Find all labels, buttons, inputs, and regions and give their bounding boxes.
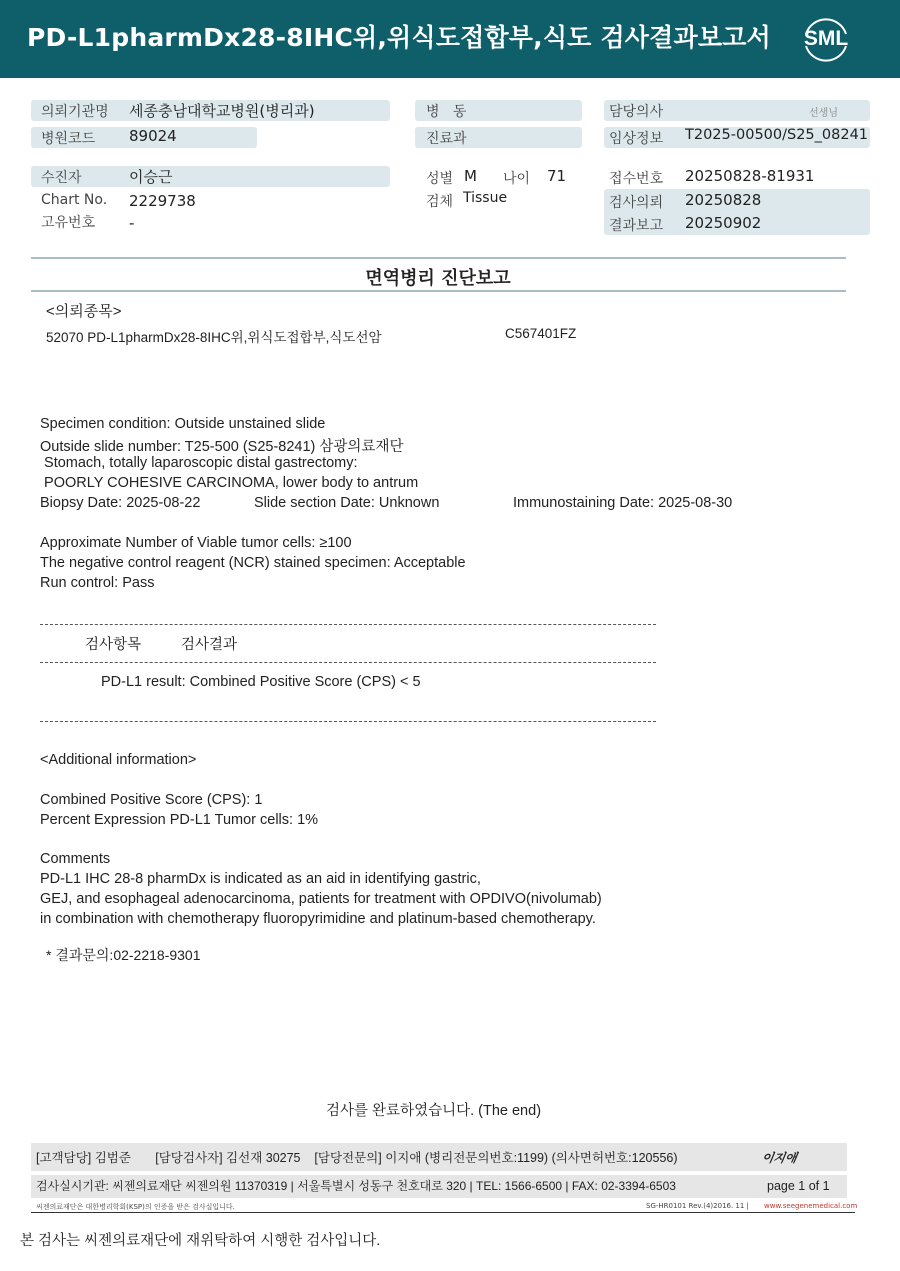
additional-line: Percent Expression PD-L1 Tumor cells: 1% [40, 812, 319, 828]
test-request-label: 검사의뢰 [609, 195, 664, 211]
comment-line: PD-L1 IHC 28-8 pharmDx is indicated as an aid in identifying gastric, [40, 871, 481, 887]
specimen-line: Outside slide number: T25-500 (S25-8241) 삼광의료재단 [40, 439, 404, 455]
ward-label: 병 동 [426, 104, 467, 120]
referring-institution-label: 의뢰기관명 [41, 104, 109, 120]
referring-institution-value: 세종충남대학교병원(병리과) [129, 102, 315, 120]
sml-logo [798, 12, 854, 68]
dashed-separator [40, 624, 656, 625]
test-request-value: 20250828 [685, 191, 762, 209]
additional-heading: <Additional information> [40, 752, 197, 768]
footer-rule [31, 1212, 855, 1213]
end-text: 검사를 완료하였습니다. (The end) [326, 1103, 542, 1119]
chart-no-label: Chart No. [41, 192, 108, 208]
hospital-code-label: 병원코드 [41, 131, 96, 147]
dashed-separator [40, 662, 656, 663]
doctor-suffix: 선생님 [809, 108, 838, 119]
specimen-label: 검체 [426, 194, 454, 210]
title-bottom-rule [31, 290, 846, 292]
specimen-line: Stomach, totally laparoscopic distal gastrectomy: [40, 455, 358, 471]
section-title: 면역병리 진단보고 [365, 268, 511, 289]
clinical-info-value: T2025-00500/S25_08241 [685, 127, 869, 143]
doctor-label: 담당의사 [609, 104, 664, 120]
website-link[interactable]: www.seegenemedical.com [764, 1202, 858, 1210]
sex-value: M [464, 167, 477, 185]
outsource-note: 본 검사는 씨젠의료재단에 재위탁하여 시행한 검사입니다. [20, 1233, 381, 1249]
age-label: 나이 [503, 171, 531, 187]
request-heading: <의뢰종목> [46, 303, 122, 320]
immunostaining-date: Immunostaining Date: 2025-08-30 [513, 495, 733, 511]
request-code: C567401FZ [505, 326, 577, 341]
clinical-info-label: 임상정보 [609, 131, 664, 147]
report-header [0, 0, 900, 78]
specimen-line: Specimen condition: Outside unstained slide [40, 416, 326, 432]
comment-line: in combination with chemotherapy fluoropyrimidine and platinum-based chemotherapy. [40, 911, 596, 927]
qc-line: Run control: Pass [40, 575, 155, 591]
specimen-line: POORLY COHESIVE CARCINOMA, lower body to antrum [40, 475, 419, 491]
result-report-value: 20250902 [685, 214, 762, 232]
patient-value: 이승근 [129, 168, 173, 186]
page-number: page 1 of 1 [767, 1179, 830, 1193]
result-report-label: 결과보고 [609, 218, 664, 234]
specimen-value: Tissue [463, 190, 508, 206]
sex-label: 성별 [426, 171, 454, 187]
logo-text: SML [803, 27, 849, 50]
slide-section-date: Slide section Date: Unknown [254, 495, 440, 511]
unique-no-value: - [129, 214, 135, 232]
request-item: 52070 PD-L1pharmDx28-8IHC위,위식도접합부,식도선암 [46, 330, 382, 345]
dashed-separator [40, 721, 656, 722]
col-test-item: 검사항목 [85, 637, 142, 653]
institution-line: 검사실시기관: 씨젠의료재단 씨젠의원 11370319 | 서울특별시 성동구 천호대로 320 | TEL: 1566-6500 | FAX: 02-3394-6503 [36, 1179, 676, 1193]
report-title: PD-L1pharmDx28-8IHC위,위식도접합부,식도 검사결과보고서 [27, 23, 771, 52]
pdl1-result: PD-L1 result: Combined Positive Score (CPS) < 5 [101, 674, 421, 690]
title-top-rule [31, 257, 846, 259]
comment-line: GEJ, and esophageal adenocarcinoma, patients for treatment with OPDIVO(nivolumab) [40, 891, 602, 907]
department-label: 진료과 [426, 131, 467, 147]
hospital-code-value: 89024 [129, 127, 177, 145]
age-value: 71 [547, 167, 567, 185]
result-inquiry: * 결과문의:02-2218-9301 [46, 947, 201, 963]
biopsy-date: Biopsy Date: 2025-08-22 [40, 495, 201, 511]
qc-line: Approximate Number of Viable tumor cells: ≥100 [40, 535, 352, 551]
reception-no-label: 접수번호 [609, 171, 664, 187]
staff-line: [고객담당] 김범준 [담당검사자] 김선재 30275 [담당전문의] 이지애 (병리전문의번호:1199) (의사면허번호:120556) [36, 1151, 678, 1165]
additional-line: Combined Positive Score (CPS): 1 [40, 792, 263, 808]
comments-heading: Comments [40, 851, 111, 867]
signature: 이지애 [760, 1151, 798, 1165]
form-code: SG-HR0101 Rev.(4)2016. 11 | [646, 1202, 749, 1210]
unique-no-label: 고유번호 [41, 215, 96, 231]
certification-text: 씨젠의료재단은 대한병리학회(KSP)의 인증을 받은 검사실입니다. [36, 1203, 235, 1211]
patient-label: 수진자 [41, 170, 82, 186]
qc-line: The negative control reagent (NCR) stained specimen: Acceptable [40, 555, 466, 571]
chart-no-value: 2229738 [129, 192, 196, 210]
reception-no-value: 20250828-81931 [685, 167, 815, 185]
col-test-result: 검사결과 [181, 637, 238, 653]
patient-bg [31, 166, 390, 187]
